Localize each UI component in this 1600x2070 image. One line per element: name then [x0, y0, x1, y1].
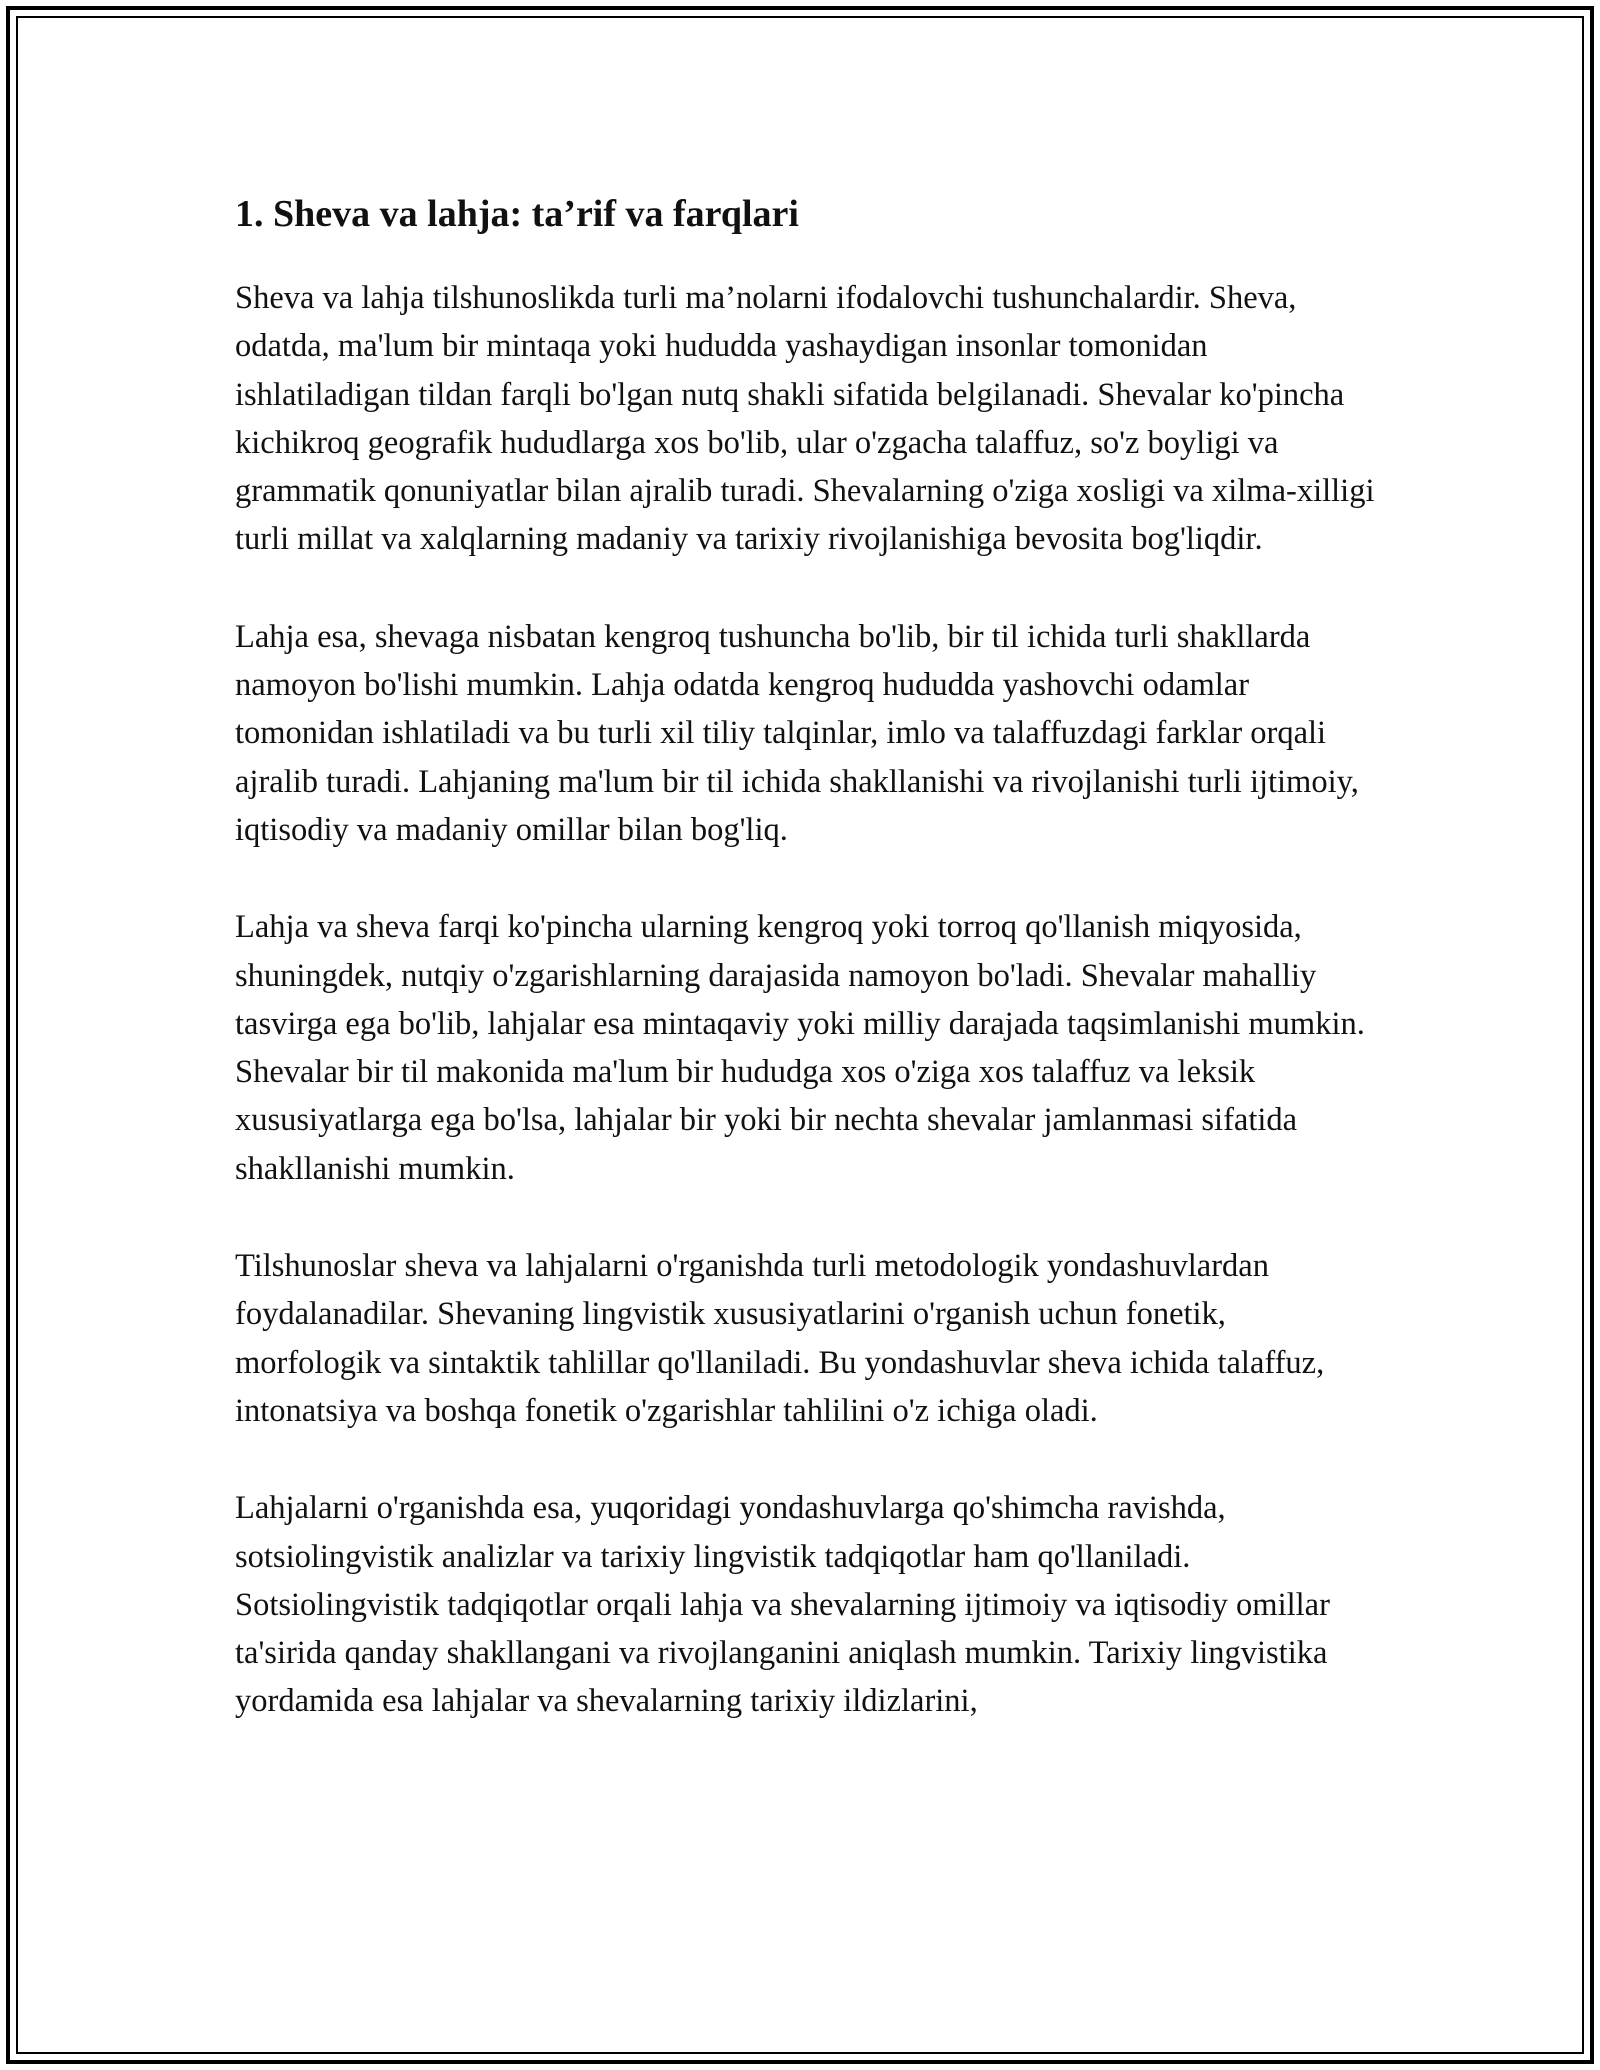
document-body	[235, 188, 1375, 1775]
section-heading: 1. Sheva va lahja: ta’rif va farqlari	[235, 193, 799, 235]
paragraph-2: Lahja esa, shevaga nisbatan kengroq tushuncha bo'lib, bir til ichida turli shakllarda namoyon bo'lishi mumkin. Lahja odatda kengroq hududda yashovchi odamlar tomonidan ishlatiladi va bu turli xil tiliy talqinlar, imlo va talaffuzdagi farklar orqali ajralib turadi. Lahjaning ma'lum bir til ichida shakllanishi va rivojlanishi turli ijtimoiy, iqtisodiy va madaniy omillar bilan bog'liq.	[235, 618, 1359, 848]
paragraph-1: Sheva va lahja tilshunoslikda turli ma’nolarni ifodalovchi tushunchalardir. Sheva, odatda, ma'lum bir mintaqa yoki hududda yashaydigan insonlar tomonidan ishlatiladigan tildan farqli bo'lgan nutq shakli sifatida belgilanadi. Shevalar ko'pincha kichikroq geografik hududlarga xos bo'lib, ular o'zgacha talaffuz, so'z boyligi va grammatik qonuniyatlar bilan ajralib turadi. Shevalarning o'ziga xosligi va xilma-xilligi turli millat va xalqlarning madaniy va tarixiy rivojlanishiga bevosita bog'liqdir.	[235, 280, 1375, 558]
paragraph-5: Lahjalarni o'rganishda esa, yuqoridagi yondashuvlarga qo'shimcha ravishda, sotsiolingvistik analizlar va tarixiy lingvistik tadqiqotlar ham qo'llaniladi. Sotsiolingvistik tadqiqotlar orqali lahja va shevalarning ijtimoiy va iqtisodiy omillar ta'sirida qanday shakllangani va rivojlanganini aniqlash mumkin. Tarixiy lingvistika yordamida esa lahjalar va shevalarning tarixiy ildizlarini,	[235, 1490, 1330, 1720]
paragraph-3: Lahja va sheva farqi ko'pincha ularning kengroq yoki torroq qo'llanish miqyosida, shuningdek, nutqiy o'zgarishlarning darajasida namoyon bo'ladi. Shevalar mahalliy tasvirga ega bo'lib, lahjalar esa mintaqaviy yoki milliy darajada taqsimlanishi mumkin. Shevalar bir til makonida ma'lum bir hududga xos o'ziga xos talaffuz va leksik xususiyatlarga ega bo'lsa, lahjalar bir yoki bir nechta shevalar jamlanmasi sifatida shakllanishi mumkin.	[235, 909, 1365, 1187]
paragraph-4: Tilshunoslar sheva va lahjalarni o'rganishda turli metodologik yondashuvlardan foydalanadilar. Shevaning lingvistik xususiyatlarini o'rganish uchun fonetik, morfologik va sintaktik tahlillar qo'llaniladi. Bu yondashuvlar sheva ichida talaffuz, intonatsiya va boshqa fonetik o'zgarishlar tahlilini o'z ichiga oladi.	[235, 1248, 1325, 1429]
